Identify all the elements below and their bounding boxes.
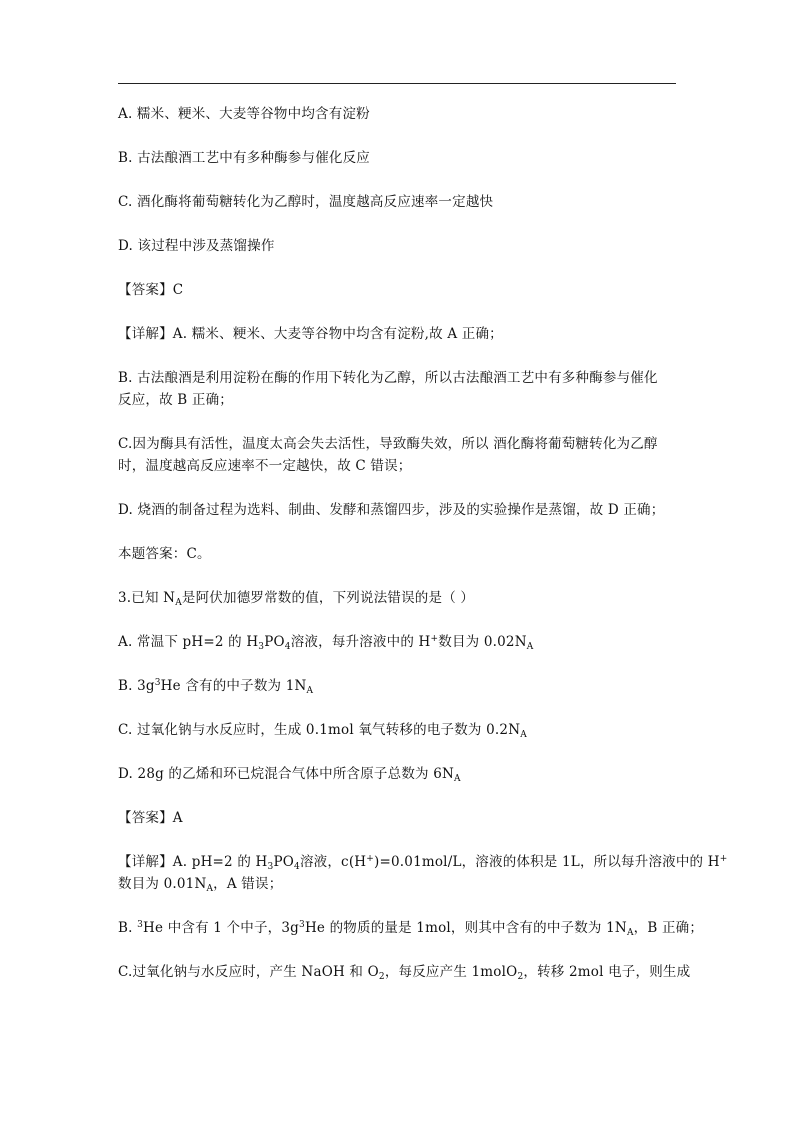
q3b-part-1: B. 3g (118, 678, 155, 694)
q3-option-a (118, 631, 678, 653)
q3b-part-2: He 含有的中子数为 1N (160, 678, 307, 694)
sup-3: 3 (299, 920, 305, 930)
e3-part-1: C.过氧化钠与水反应时，产生 NaOH 和 O (118, 964, 379, 980)
explanation-2-c (118, 961, 691, 983)
e3-part-2: ，每反应产生 1molO (384, 964, 518, 980)
e1b-part-2: ，A 错误； (213, 876, 283, 892)
sub-a: A (175, 598, 182, 608)
sub-3: 3 (258, 642, 265, 652)
sup-3: 3 (137, 920, 144, 930)
e2-part-4: ，B 正确； (633, 920, 704, 936)
q3a-part-4: 数目为 0.02N (438, 634, 527, 650)
sub-3: 3 (267, 862, 274, 872)
option-a: A. 糯米、粳米、大麦等谷物中均含有淀粉 (118, 106, 370, 122)
option-c: C. 酒化酶将葡萄糖转化为乙醇时，温度越高反应速率一定越快 (118, 194, 494, 210)
q3a-part-3: 溶液，每升溶液中的 H (290, 634, 431, 650)
e1-part-3: 溶液，c(H (299, 854, 367, 870)
q3-text-post: 是阿伏加德罗常数的值，下列说法错误的是（ ） (181, 590, 475, 606)
header-rule (118, 83, 676, 84)
sub-a: A (626, 928, 634, 938)
sub-4: 4 (284, 642, 291, 652)
e2-part-3: He 的物质的量是 1mol，则其中含有的中子数为 1N (304, 920, 627, 936)
sub-a: A (306, 686, 314, 696)
q3a-part-1: A. 常温下 pH=2 的 H (118, 634, 259, 650)
sub-a: A (526, 642, 534, 652)
sub-4: 4 (294, 862, 300, 872)
q3a-part-2: PO (264, 634, 285, 650)
e1-part-2: PO (273, 854, 295, 870)
e2-part-2: He 中含有 1 个中子，3g (143, 920, 300, 936)
sub-2: 2 (378, 972, 385, 982)
q3-option-b (118, 675, 678, 697)
explanation-2-b (118, 917, 704, 939)
sup-plus: + (366, 854, 375, 864)
explanation-b-2: 反应，故 B 正确； (118, 392, 234, 408)
explanation-c-2: 时，温度越高反应速率不一定越快，故 C 错误； (118, 458, 412, 474)
q3-option-d (118, 763, 678, 785)
question-3 (118, 587, 678, 609)
q3-text-pre: 3.已知 N (118, 590, 176, 606)
explanation-b-1: B. 古法酿酒是利用淀粉在酶的作用下转化为乙醇，所以古法酿酒工艺中有多种酶参与催化 (118, 370, 658, 386)
e3-part-3: ，转移 2mol 电子，则生成 (523, 964, 691, 980)
sub-a: A (206, 884, 214, 894)
e1-part-4: )=0.01mol/L，溶液的体积是 1L，所以每升溶液中的 H (374, 854, 720, 870)
sub-a: A (454, 774, 461, 784)
sup-plus: + (719, 854, 728, 864)
explanation-2-a-2 (118, 873, 678, 895)
explanation-c-1: C.因为酶具有活性，温度太高会失去活性，导致酶失效，所以 酒化酶将葡萄糖转化为乙醇 (118, 436, 658, 452)
explanation-d: D. 烧酒的制备过程为选料、制曲、发酵和蒸馏四步，涉及的实验操作是蒸馏，故 D 正确； (118, 502, 665, 518)
q3c-part-1: C. 过氧化钠与水反应时，生成 0.1mol 氧气转移的电子数为 0.2N (118, 722, 521, 738)
sup-plus: + (430, 634, 439, 644)
q3-option-c (118, 719, 678, 741)
explanation-a: 【详解】A. 糯米、粳米、大麦等谷物中均含有淀粉,故 A 正确； (118, 326, 503, 342)
option-b: B. 古法酿酒工艺中有多种酶参与催化反应 (118, 150, 371, 166)
e1-part-1: 【详解】A. pH=2 的 H (118, 854, 268, 870)
e2-part-1: B. (118, 920, 138, 936)
option-d: D. 该过程中涉及蒸馏操作 (118, 238, 275, 254)
answer-2: 【答案】A (118, 810, 183, 826)
q3d-part-1: D. 28g 的乙烯和环已烷混合气体中所含原子总数为 6N (118, 766, 455, 782)
sub-a: A (520, 730, 527, 740)
answer-1: 【答案】C (118, 282, 184, 298)
sup-3: 3 (154, 678, 161, 688)
e1b-part-1: 数目为 0.01N (118, 876, 207, 892)
explanation-2-a-1 (118, 851, 728, 873)
document-body (118, 103, 728, 983)
summary: 本题答案：C。 (118, 546, 211, 562)
sub-2: 2 (517, 972, 524, 982)
